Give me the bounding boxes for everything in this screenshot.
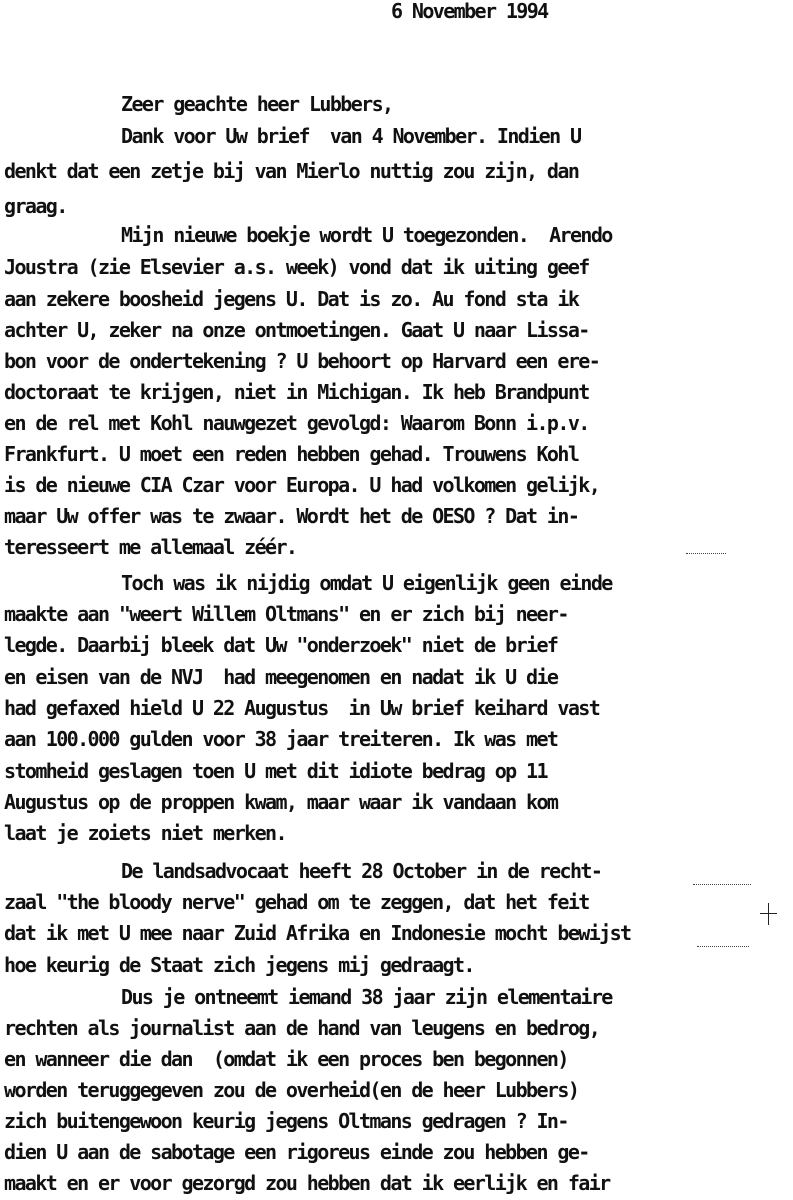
text-line: laat je zoiets niet merken.: [4, 821, 286, 845]
text-line: Dank voor Uw brief van 4 November. Indien U: [121, 124, 581, 148]
text-line: is de nieuwe CIA Czar voor Europa. U had volkomen gelijk,: [4, 473, 600, 497]
text-line: en wanneer die dan (omdat ik een proces ben begonnen): [4, 1047, 568, 1071]
pen-mark: [693, 884, 751, 885]
pen-mark: [697, 946, 749, 947]
text-line: achter U, zeker na onze ontmoetingen. Gaat U naar Lissa-: [4, 318, 589, 342]
text-line: dien U aan de sabotage een rigoreus einde zou hebben ge-: [4, 1140, 589, 1164]
text-line: denkt dat een zetje bij van Mierlo nuttig zou zijn, dan: [4, 159, 579, 183]
text-line: Augustus op de proppen kwam, maar waar ik vandaan kom: [4, 790, 558, 814]
text-line: zich buitengewoon keurig jegens Oltmans gedragen ? In-: [4, 1109, 568, 1133]
text-line: Dus je ontneemt iemand 38 jaar zijn elementaire: [121, 985, 612, 1009]
text-line: dat ik met U mee naar Zuid Afrika en Indonesie mocht bewijst: [4, 921, 631, 945]
text-line: aan 100.000 gulden voor 38 jaar treiteren. Ik was met: [4, 727, 558, 751]
text-line: stomheid geslagen toen U met dit idiote bedrag op 11: [4, 759, 547, 783]
text-line: bon voor de ondertekening ? U behoort op Harvard een ere-: [4, 349, 600, 373]
pen-mark: [768, 903, 769, 925]
text-line: maar Uw offer was te zwaar. Wordt het de OESO ? Dat in-: [4, 504, 579, 528]
text-line: had gefaxed hield U 22 Augustus in Uw brief keihard vast: [4, 696, 600, 720]
text-line: doctoraat te krijgen, niet in Michigan. Ik heb Brandpunt: [4, 380, 589, 404]
text-line: De landsadvocaat heeft 28 October in de recht-: [121, 859, 602, 883]
text-line: Frankfurt. U moet een reden hebben gehad. Trouwens Kohl: [4, 442, 579, 466]
letter-date: 6 November 1994: [391, 0, 548, 23]
text-line: maakt en er voor gezorgd zou hebben dat ik eerlijk en fair: [4, 1171, 610, 1195]
text-line: Mijn nieuwe boekje wordt U toegezonden. Arendo: [121, 223, 612, 247]
text-line: rechten als journalist aan de hand van leugens en bedrog,: [4, 1016, 600, 1040]
text-line: en de rel met Kohl nauwgezet gevolgd: Waarom Bonn i.p.v.: [4, 411, 589, 435]
text-line: hoe keurig de Staat zich jegens mij gedraagt.: [4, 953, 474, 977]
text-line: graag.: [4, 194, 67, 218]
text-line: aan zekere boosheid jegens U. Dat is zo. Au fond sta ik: [4, 287, 579, 311]
pen-mark: [760, 913, 777, 914]
text-line: Joustra (zie Elsevier a.s. week) vond dat ik uiting geef: [4, 255, 589, 279]
text-line: maakte aan "weert Willem Oltmans" en er zich bij neer-: [4, 602, 568, 626]
text-line: zaal "the bloody nerve" gehad om te zeggen, dat het feit: [4, 890, 589, 914]
text-line: worden teruggegeven zou de overheid(en de heer Lubbers): [4, 1078, 579, 1102]
text-line: en eisen van de NVJ had meegenomen en nadat ik U die: [4, 665, 558, 689]
text-line: Toch was ik nijdig omdat U eigenlijk geen einde: [121, 571, 612, 595]
pen-mark: [686, 553, 726, 554]
salutation: Zeer geachte heer Lubbers,: [121, 92, 393, 116]
text-line: legde. Daarbij bleek dat Uw "onderzoek" niet de brief: [4, 633, 558, 657]
text-line: teresseert me allemaal zéér.: [4, 535, 297, 559]
